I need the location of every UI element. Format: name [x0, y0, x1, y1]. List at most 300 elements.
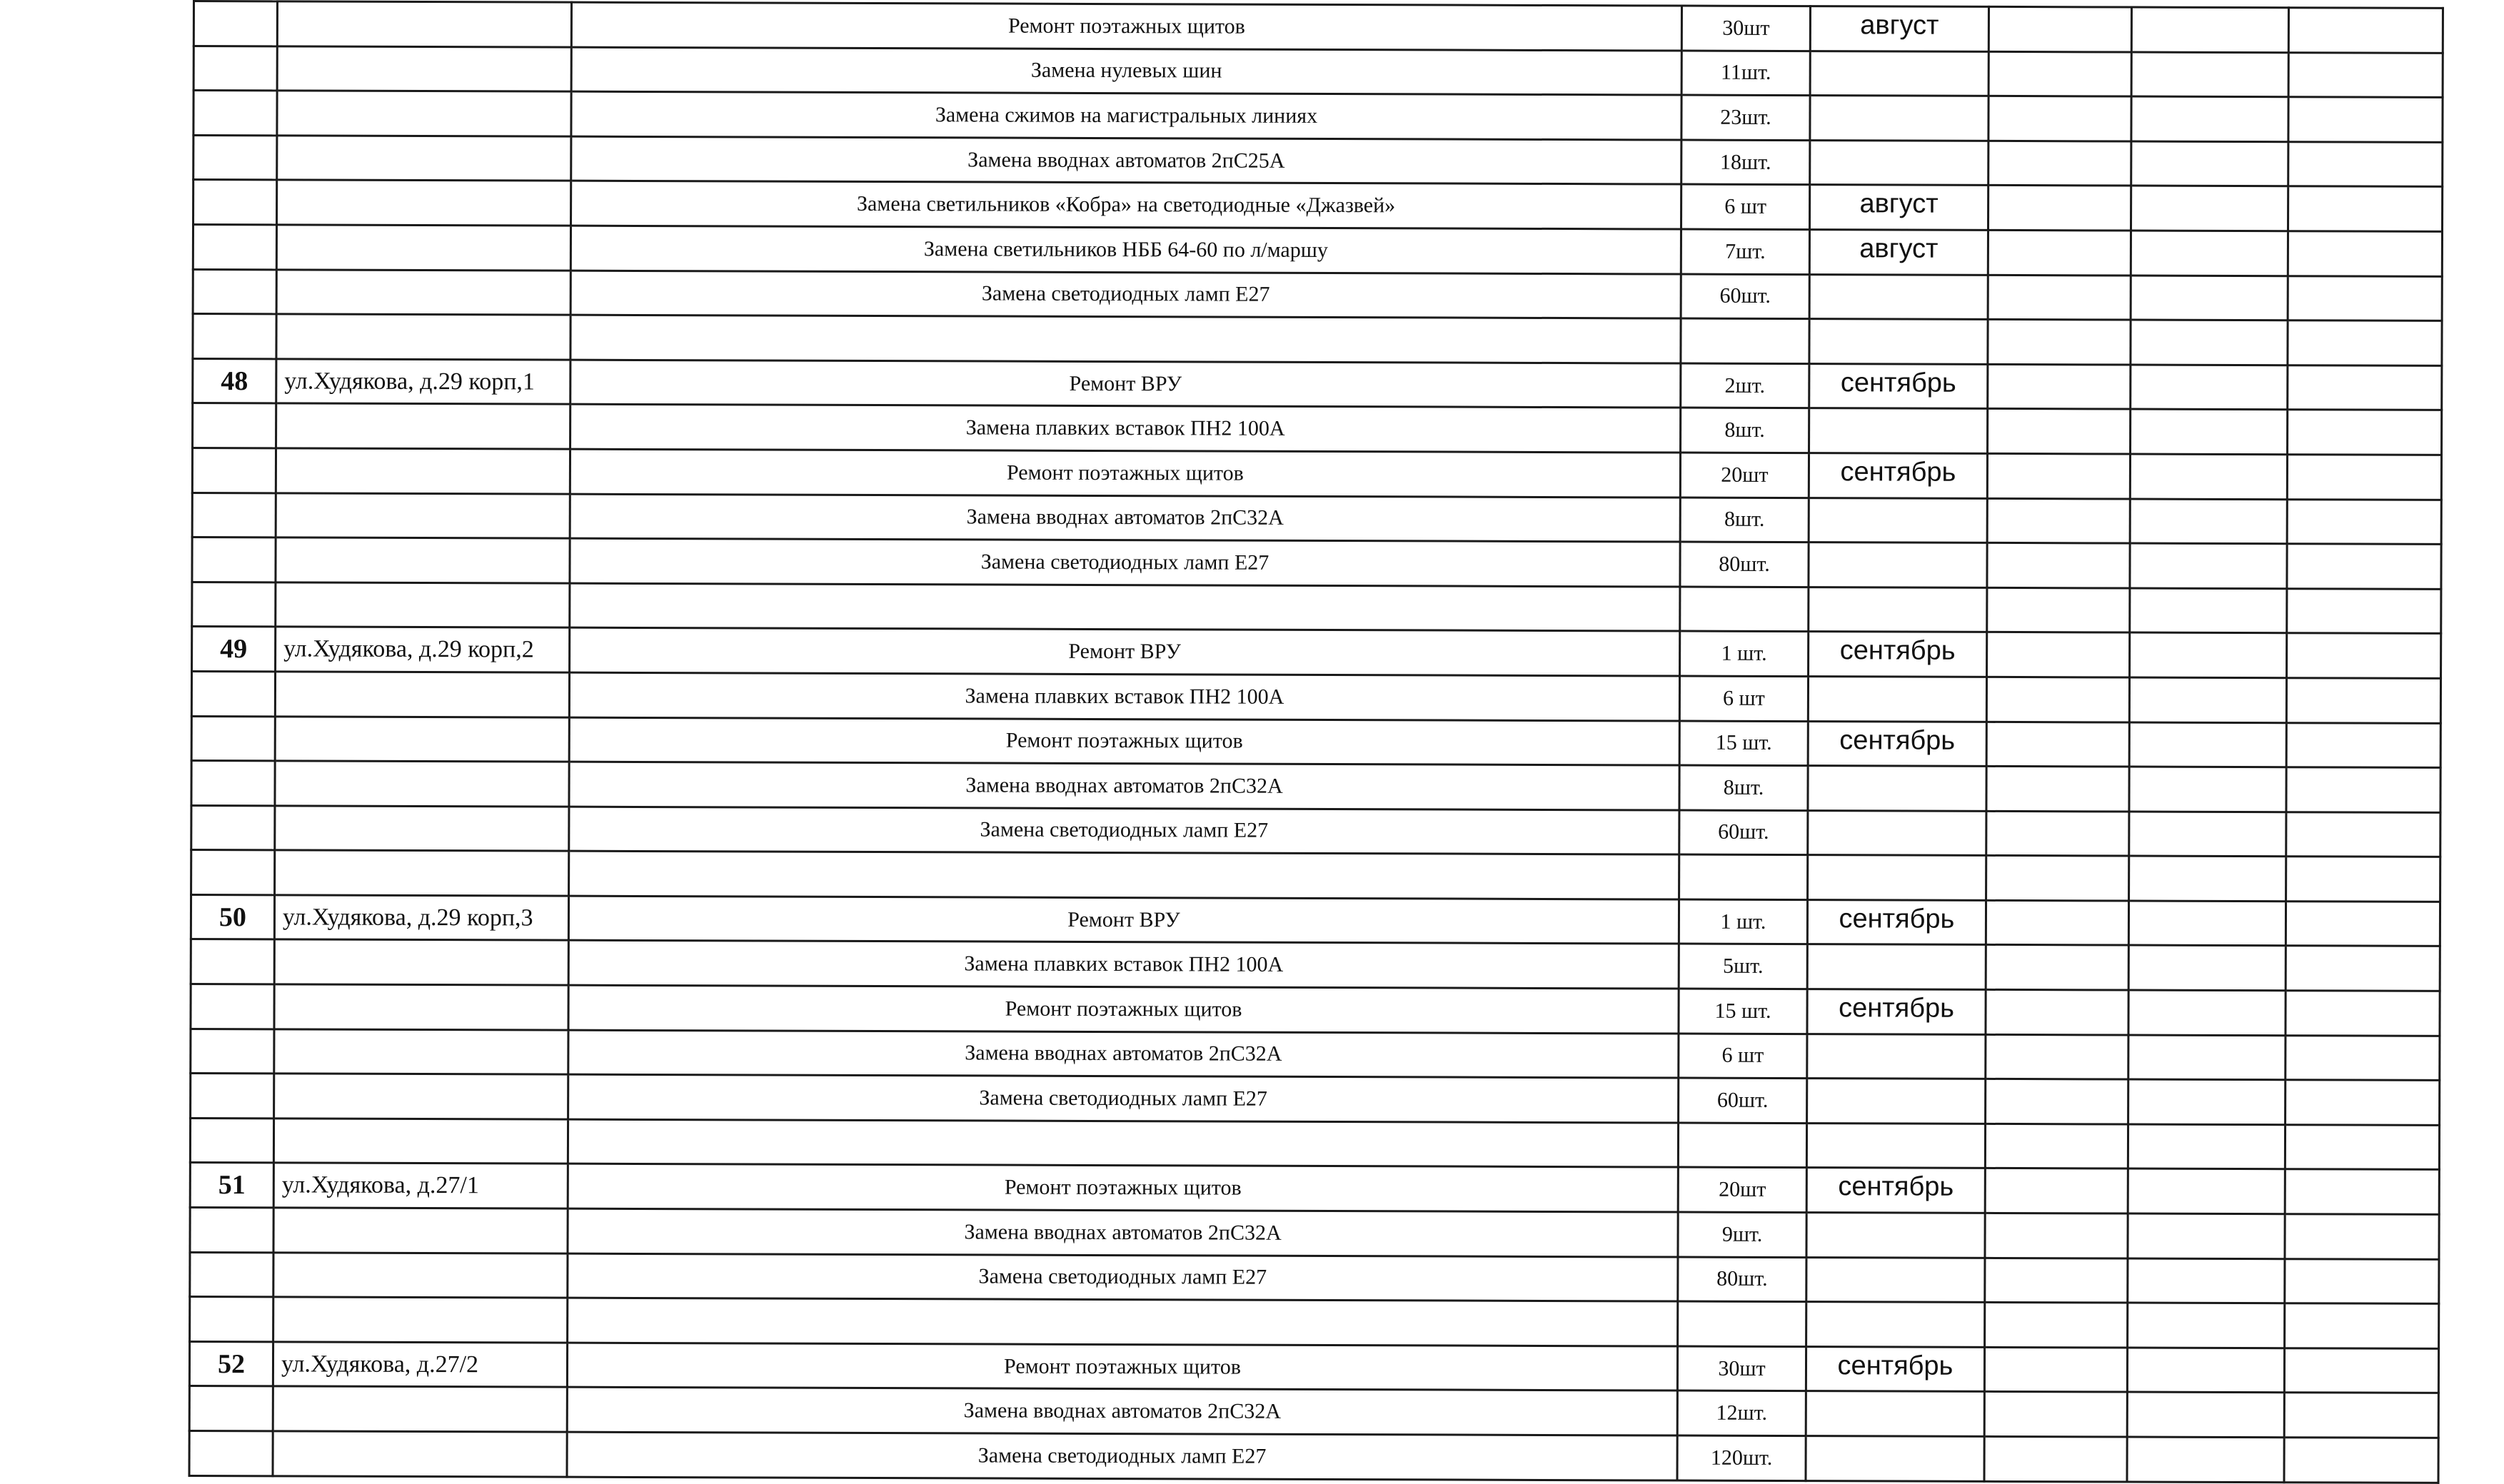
address-cell: [277, 1, 571, 47]
quantity-cell: 60шт.: [1681, 274, 1809, 319]
work-description-cell: [570, 583, 1680, 631]
quantity-cell: 30шт: [1681, 6, 1810, 51]
month-cell: сентябрь: [1809, 453, 1987, 498]
address-cell: [273, 1208, 568, 1253]
quantity-cell: 7шт.: [1681, 229, 1809, 274]
empty-cell: [2131, 320, 2288, 365]
work-description-cell: Ремонт поэтажных щитов: [571, 2, 1681, 50]
address-cell: [274, 984, 568, 1030]
empty-cell: [2130, 454, 2287, 499]
empty-cell: [1987, 632, 2130, 677]
table-row: [191, 939, 2440, 991]
empty-cell: [1988, 364, 2131, 409]
address-cell: [273, 1119, 568, 1164]
work-description-cell: Ремонт поэтажных щитов: [568, 985, 1679, 1033]
empty-cell: [1984, 1436, 2127, 1481]
quantity-cell: [1678, 1123, 1806, 1168]
month-cell: [1806, 1123, 1985, 1168]
row-number-cell: [191, 1029, 274, 1074]
quantity-cell: 15 шт.: [1679, 989, 1807, 1034]
empty-cell: [1988, 51, 2131, 96]
document-page: [188, 0, 2442, 1470]
month-cell: [1810, 51, 1988, 96]
row-number-cell: [193, 314, 276, 359]
empty-cell: [2131, 141, 2288, 186]
quantity-cell: 20шт: [1678, 1167, 1806, 1212]
row-number-cell: 48: [193, 358, 276, 403]
quantity-cell: [1680, 587, 1809, 632]
empty-cell: [2128, 990, 2286, 1035]
empty-cell: [2130, 543, 2287, 588]
row-number-cell: [189, 1386, 273, 1431]
table-row: [192, 448, 2441, 499]
month-cell: [1809, 408, 1988, 453]
empty-cell: [2286, 857, 2440, 902]
table-row: [193, 1, 2443, 53]
quantity-cell: 1 шт.: [1680, 631, 1809, 676]
table-row: [189, 1430, 2438, 1482]
month-cell: [1806, 1213, 1985, 1258]
address-cell: ул.Худякова, д.29 корп,1: [276, 359, 570, 405]
quantity-cell: 12шт.: [1677, 1390, 1806, 1435]
row-number-cell: [190, 1208, 273, 1253]
empty-cell: [1987, 498, 2130, 543]
table-row: [190, 1297, 2439, 1348]
work-description-cell: Замена вводнах автоматов 2пС32А: [570, 494, 1680, 542]
table-row: [191, 805, 2440, 857]
empty-cell: [2127, 1348, 2284, 1393]
empty-cell: [2285, 1169, 2439, 1214]
month-cell: [1806, 1302, 1985, 1347]
quantity-cell: 6 шт: [1679, 1034, 1807, 1079]
work-description-cell: Замена сжимов на магистральных линиях: [571, 91, 1681, 139]
empty-cell: [2288, 276, 2442, 320]
row-number-cell: [191, 716, 275, 761]
quantity-cell: 80шт.: [1680, 542, 1809, 587]
empty-cell: [2286, 678, 2440, 723]
month-cell: сентябрь: [1806, 1346, 1984, 1391]
row-number-cell: [192, 448, 276, 493]
table-row: [193, 224, 2442, 276]
quantity-cell: 120шт.: [1677, 1435, 1806, 1480]
row-number-cell: [191, 984, 274, 1029]
empty-cell: [2128, 1258, 2285, 1303]
empty-cell: [1985, 1168, 2128, 1213]
empty-cell: [1985, 1258, 2128, 1303]
empty-cell: [1986, 1034, 2128, 1079]
quantity-cell: 8шт.: [1680, 498, 1809, 542]
work-description-cell: Замена вводнах автоматов 2пС32А: [569, 762, 1679, 809]
address-cell: [273, 1431, 567, 1477]
empty-cell: [2127, 1392, 2284, 1437]
month-cell: [1806, 1436, 1984, 1481]
address-cell: [277, 46, 571, 91]
work-description-cell: Замена вводнах автоматов 2пС32А: [567, 1388, 1677, 1435]
work-description-cell: Замена светодиодных ламп Е27: [570, 538, 1680, 586]
empty-cell: [2285, 1125, 2439, 1170]
work-description-cell: Замена светодиодных ламп Е27: [570, 271, 1681, 318]
work-description-cell: Ремонт ВРУ: [570, 360, 1681, 408]
empty-cell: [2128, 1079, 2286, 1124]
month-cell: сентябрь: [1808, 721, 1986, 766]
empty-cell: [1987, 587, 2130, 632]
table-row: [193, 269, 2442, 320]
address-cell: [276, 582, 570, 628]
table-row: [191, 894, 2440, 946]
empty-cell: [2286, 902, 2440, 947]
month-cell: август: [1809, 230, 1988, 275]
table-row: [189, 1341, 2438, 1393]
month-cell: сентябрь: [1806, 1168, 1985, 1213]
quantity-cell: 2шт.: [1681, 363, 1809, 408]
empty-cell: [2130, 499, 2287, 544]
work-description-cell: [568, 1298, 1678, 1346]
address-cell: [275, 806, 569, 852]
work-description-cell: Замена светодиодных ламп Е27: [568, 1253, 1678, 1301]
empty-cell: [1985, 1303, 2128, 1348]
table-row: [191, 1074, 2440, 1125]
empty-cell: [1988, 409, 2131, 454]
empty-cell: [2287, 544, 2441, 589]
address-cell: [273, 1252, 568, 1298]
table-row: [191, 850, 2440, 902]
address-cell: ул.Худякова, д.27/1: [273, 1163, 568, 1208]
empty-cell: [2129, 722, 2286, 767]
row-number-cell: 50: [191, 894, 274, 939]
work-plan-table: [188, 0, 2444, 1483]
empty-cell: [1986, 900, 2128, 945]
row-number-cell: [193, 224, 276, 269]
row-number-cell: [192, 582, 276, 627]
empty-cell: [1984, 1347, 2127, 1392]
table-row: [192, 537, 2441, 589]
empty-cell: [1986, 677, 2129, 722]
empty-cell: [2130, 588, 2287, 633]
quantity-cell: 30шт: [1677, 1346, 1806, 1391]
address-cell: [274, 1074, 568, 1119]
row-number-cell: [193, 403, 276, 448]
empty-cell: [2288, 365, 2442, 410]
month-cell: [1810, 96, 1988, 141]
work-description-cell: Ремонт поэтажных щитов: [567, 1343, 1677, 1390]
address-cell: [275, 761, 569, 807]
row-number-cell: [190, 1297, 273, 1342]
empty-cell: [2288, 52, 2443, 97]
table-row: [190, 1208, 2439, 1259]
quantity-cell: 8шт.: [1679, 765, 1808, 810]
address-cell: [277, 136, 571, 181]
empty-cell: [2128, 1168, 2285, 1213]
work-description-cell: Замена светодиодных ламп Е27: [568, 1074, 1679, 1122]
work-description-cell: Ремонт поэтажных щитов: [569, 717, 1679, 765]
table-row: [192, 493, 2441, 544]
work-description-cell: [569, 851, 1679, 899]
table-row: [190, 1252, 2439, 1303]
address-cell: ул.Худякова, д.29 корп,2: [276, 627, 570, 672]
row-number-cell: [190, 1118, 273, 1163]
quantity-cell: 6 шт: [1681, 184, 1810, 229]
month-cell: [1809, 587, 1987, 632]
work-description-cell: [568, 1119, 1678, 1167]
empty-cell: [1985, 1124, 2128, 1168]
empty-cell: [2287, 588, 2441, 633]
quantity-cell: 60шт.: [1679, 810, 1808, 855]
quantity-cell: 8шт.: [1681, 408, 1809, 453]
empty-cell: [2285, 1214, 2439, 1259]
month-cell: [1809, 498, 1987, 542]
empty-cell: [2288, 142, 2443, 187]
empty-cell: [2284, 1348, 2438, 1393]
month-cell: [1809, 319, 1988, 364]
work-description-cell: Ремонт ВРУ: [568, 896, 1679, 944]
work-description-cell: Ремонт поэтажных щитов: [570, 449, 1680, 497]
address-cell: [274, 939, 568, 985]
work-description-cell: Замена нулевых шин: [571, 47, 1681, 95]
quantity-cell: 15 шт.: [1679, 721, 1808, 766]
quantity-cell: 6 шт: [1679, 676, 1808, 721]
month-cell: август: [1810, 6, 1988, 51]
address-cell: [275, 850, 569, 896]
table-row: [192, 627, 2441, 678]
empty-cell: [1986, 722, 2129, 767]
empty-cell: [2131, 231, 2288, 276]
table-row: [191, 984, 2440, 1036]
month-cell: сентябрь: [1807, 989, 1986, 1034]
month-cell: [1808, 855, 1986, 900]
row-number-cell: 51: [190, 1163, 273, 1208]
empty-cell: [1988, 320, 2131, 365]
address-cell: [277, 180, 571, 226]
empty-cell: [2130, 632, 2287, 677]
work-description-cell: Замена вводнах автоматов 2пС32А: [568, 1208, 1678, 1256]
empty-cell: [2127, 1437, 2284, 1482]
row-number-cell: 52: [189, 1341, 273, 1386]
row-number-cell: 49: [192, 627, 276, 672]
row-number-cell: [189, 1430, 273, 1475]
quantity-cell: 9шт.: [1678, 1212, 1806, 1257]
empty-cell: [1986, 989, 2128, 1034]
empty-cell: [2287, 633, 2441, 678]
table-row: [193, 180, 2443, 231]
month-cell: сентябрь: [1807, 899, 1986, 944]
empty-cell: [2286, 1035, 2440, 1080]
empty-cell: [2288, 8, 2443, 53]
empty-cell: [2131, 186, 2288, 231]
address-cell: ул.Худякова, д.27/2: [273, 1342, 567, 1388]
month-cell: [1808, 810, 1986, 855]
row-number-cell: [193, 180, 277, 225]
table-row: [193, 314, 2442, 365]
address-cell: [277, 91, 571, 136]
address-cell: [274, 1029, 568, 1075]
month-cell: [1809, 542, 1987, 587]
empty-cell: [2128, 1303, 2285, 1348]
quantity-cell: 60шт.: [1679, 1078, 1807, 1123]
empty-cell: [2131, 409, 2288, 454]
address-cell: [276, 269, 570, 315]
empty-cell: [1986, 811, 2129, 856]
work-description-cell: Замена вводнах автоматов 2пС25А: [571, 136, 1681, 184]
quantity-cell: 18шт.: [1681, 140, 1810, 185]
month-cell: [1806, 1257, 1985, 1302]
month-cell: [1808, 677, 1986, 722]
empty-cell: [1986, 1079, 2128, 1124]
empty-cell: [2129, 812, 2286, 857]
work-description-cell: Ремонт поэтажных щитов: [568, 1164, 1678, 1212]
row-number-cell: [190, 1252, 273, 1297]
month-cell: [1810, 140, 1988, 185]
empty-cell: [2129, 856, 2286, 901]
empty-cell: [2288, 186, 2442, 231]
empty-cell: [1987, 453, 2130, 498]
empty-cell: [2129, 677, 2286, 722]
table-row: [193, 358, 2442, 410]
empty-cell: [2286, 767, 2440, 812]
work-description-cell: Замена вводнах автоматов 2пС32А: [568, 1030, 1679, 1078]
empty-cell: [1986, 945, 2128, 990]
row-number-cell: [193, 269, 276, 314]
empty-cell: [2287, 455, 2441, 500]
empty-cell: [2287, 499, 2441, 544]
quantity-cell: 11шт.: [1681, 51, 1810, 96]
empty-cell: [2286, 812, 2440, 857]
empty-cell: [1988, 230, 2131, 275]
quantity-cell: 23шт.: [1681, 95, 1810, 140]
empty-cell: [1988, 96, 2131, 141]
work-description-cell: Замена светодиодных ламп Е27: [569, 807, 1679, 854]
address-cell: [276, 537, 570, 583]
empty-cell: [2131, 52, 2288, 97]
empty-cell: [2286, 722, 2440, 767]
quantity-cell: [1681, 318, 1809, 363]
month-cell: [1807, 1034, 1986, 1079]
quantity-cell: [1679, 854, 1808, 899]
empty-cell: [1984, 1392, 2127, 1437]
table-row: [189, 1386, 2438, 1438]
empty-cell: [1988, 275, 2131, 320]
row-number-cell: [192, 537, 276, 582]
empty-cell: [2288, 320, 2442, 365]
empty-cell: [2131, 276, 2288, 320]
empty-cell: [2288, 410, 2442, 455]
empty-cell: [1988, 6, 2131, 51]
work-description-cell: Замена светильников «Кобра» на светодиодные «Джазвей»: [571, 181, 1681, 229]
row-number-cell: [193, 1, 277, 46]
address-cell: [276, 225, 570, 271]
work-description-cell: Замена светодиодных ламп Е27: [567, 1432, 1677, 1480]
row-number-cell: [193, 91, 277, 136]
address-cell: [276, 493, 570, 538]
work-description-cell: Ремонт ВРУ: [570, 627, 1680, 675]
month-cell: сентябрь: [1809, 632, 1987, 677]
month-cell: [1807, 944, 1986, 989]
empty-cell: [2128, 1124, 2285, 1169]
work-description-cell: [570, 315, 1681, 363]
table-row: [192, 582, 2441, 633]
month-cell: [1807, 1079, 1986, 1124]
empty-cell: [2128, 1035, 2286, 1080]
address-cell: [276, 448, 570, 494]
table-row: [191, 716, 2440, 767]
quantity-cell: 1 шт.: [1679, 899, 1807, 944]
month-cell: [1808, 766, 1986, 811]
empty-cell: [2128, 945, 2286, 990]
empty-cell: [2288, 231, 2442, 276]
empty-cell: [1987, 543, 2130, 588]
table-row: [191, 1029, 2440, 1080]
address-cell: ул.Худякова, д.29 корп,3: [274, 895, 568, 941]
empty-cell: [2284, 1438, 2438, 1483]
row-number-cell: [193, 46, 277, 91]
empty-cell: [2131, 7, 2288, 52]
row-number-cell: [191, 671, 275, 716]
empty-cell: [2284, 1393, 2438, 1438]
row-number-cell: [193, 135, 277, 180]
table-row: [193, 135, 2443, 186]
empty-cell: [1986, 766, 2129, 811]
table-row: [191, 761, 2440, 812]
empty-cell: [2285, 1258, 2439, 1303]
month-cell: сентябрь: [1809, 363, 1988, 408]
month-cell: [1809, 274, 1988, 319]
table-row: [193, 46, 2443, 97]
address-cell: [275, 672, 569, 717]
address-cell: [273, 1297, 568, 1343]
table-row: [193, 91, 2443, 142]
quantity-cell: 20шт: [1680, 453, 1809, 498]
empty-cell: [2128, 901, 2286, 946]
month-cell: август: [1810, 185, 1988, 230]
table-row: [193, 403, 2442, 455]
month-cell: [1806, 1391, 1984, 1436]
row-number-cell: [191, 850, 275, 895]
address-cell: [273, 1386, 567, 1432]
quantity-cell: 5шт.: [1679, 944, 1807, 989]
empty-cell: [1985, 1213, 2128, 1258]
empty-cell: [2129, 767, 2286, 812]
table-body: [189, 1, 2443, 1483]
table-row: [191, 671, 2440, 722]
empty-cell: [1988, 186, 2131, 231]
empty-cell: [2286, 991, 2440, 1036]
quantity-cell: 80шт.: [1678, 1257, 1806, 1302]
row-number-cell: [192, 493, 276, 537]
row-number-cell: [191, 939, 274, 984]
work-description-cell: Замена плавких вставок ПН2 100А: [568, 941, 1679, 989]
row-number-cell: [191, 761, 275, 806]
empty-cell: [1986, 856, 2129, 901]
row-number-cell: [191, 805, 275, 850]
work-description-cell: Замена плавких вставок ПН2 100А: [570, 405, 1681, 453]
empty-cell: [2128, 1213, 2285, 1258]
empty-cell: [2286, 946, 2440, 991]
empty-cell: [2131, 96, 2288, 141]
work-description-cell: Замена плавких вставок ПН2 100А: [569, 672, 1679, 720]
work-description-cell: Замена светильников НББ 64-60 по л/маршу: [570, 226, 1681, 273]
empty-cell: [1988, 141, 2131, 186]
table-row: [190, 1118, 2439, 1169]
address-cell: [276, 314, 570, 360]
empty-cell: [2286, 1080, 2440, 1125]
empty-cell: [2285, 1303, 2439, 1348]
empty-cell: [2131, 365, 2288, 410]
quantity-cell: [1678, 1301, 1806, 1346]
empty-cell: [2288, 97, 2443, 142]
address-cell: [275, 716, 569, 762]
address-cell: [276, 403, 570, 449]
table-row: [190, 1163, 2439, 1214]
row-number-cell: [191, 1074, 274, 1119]
